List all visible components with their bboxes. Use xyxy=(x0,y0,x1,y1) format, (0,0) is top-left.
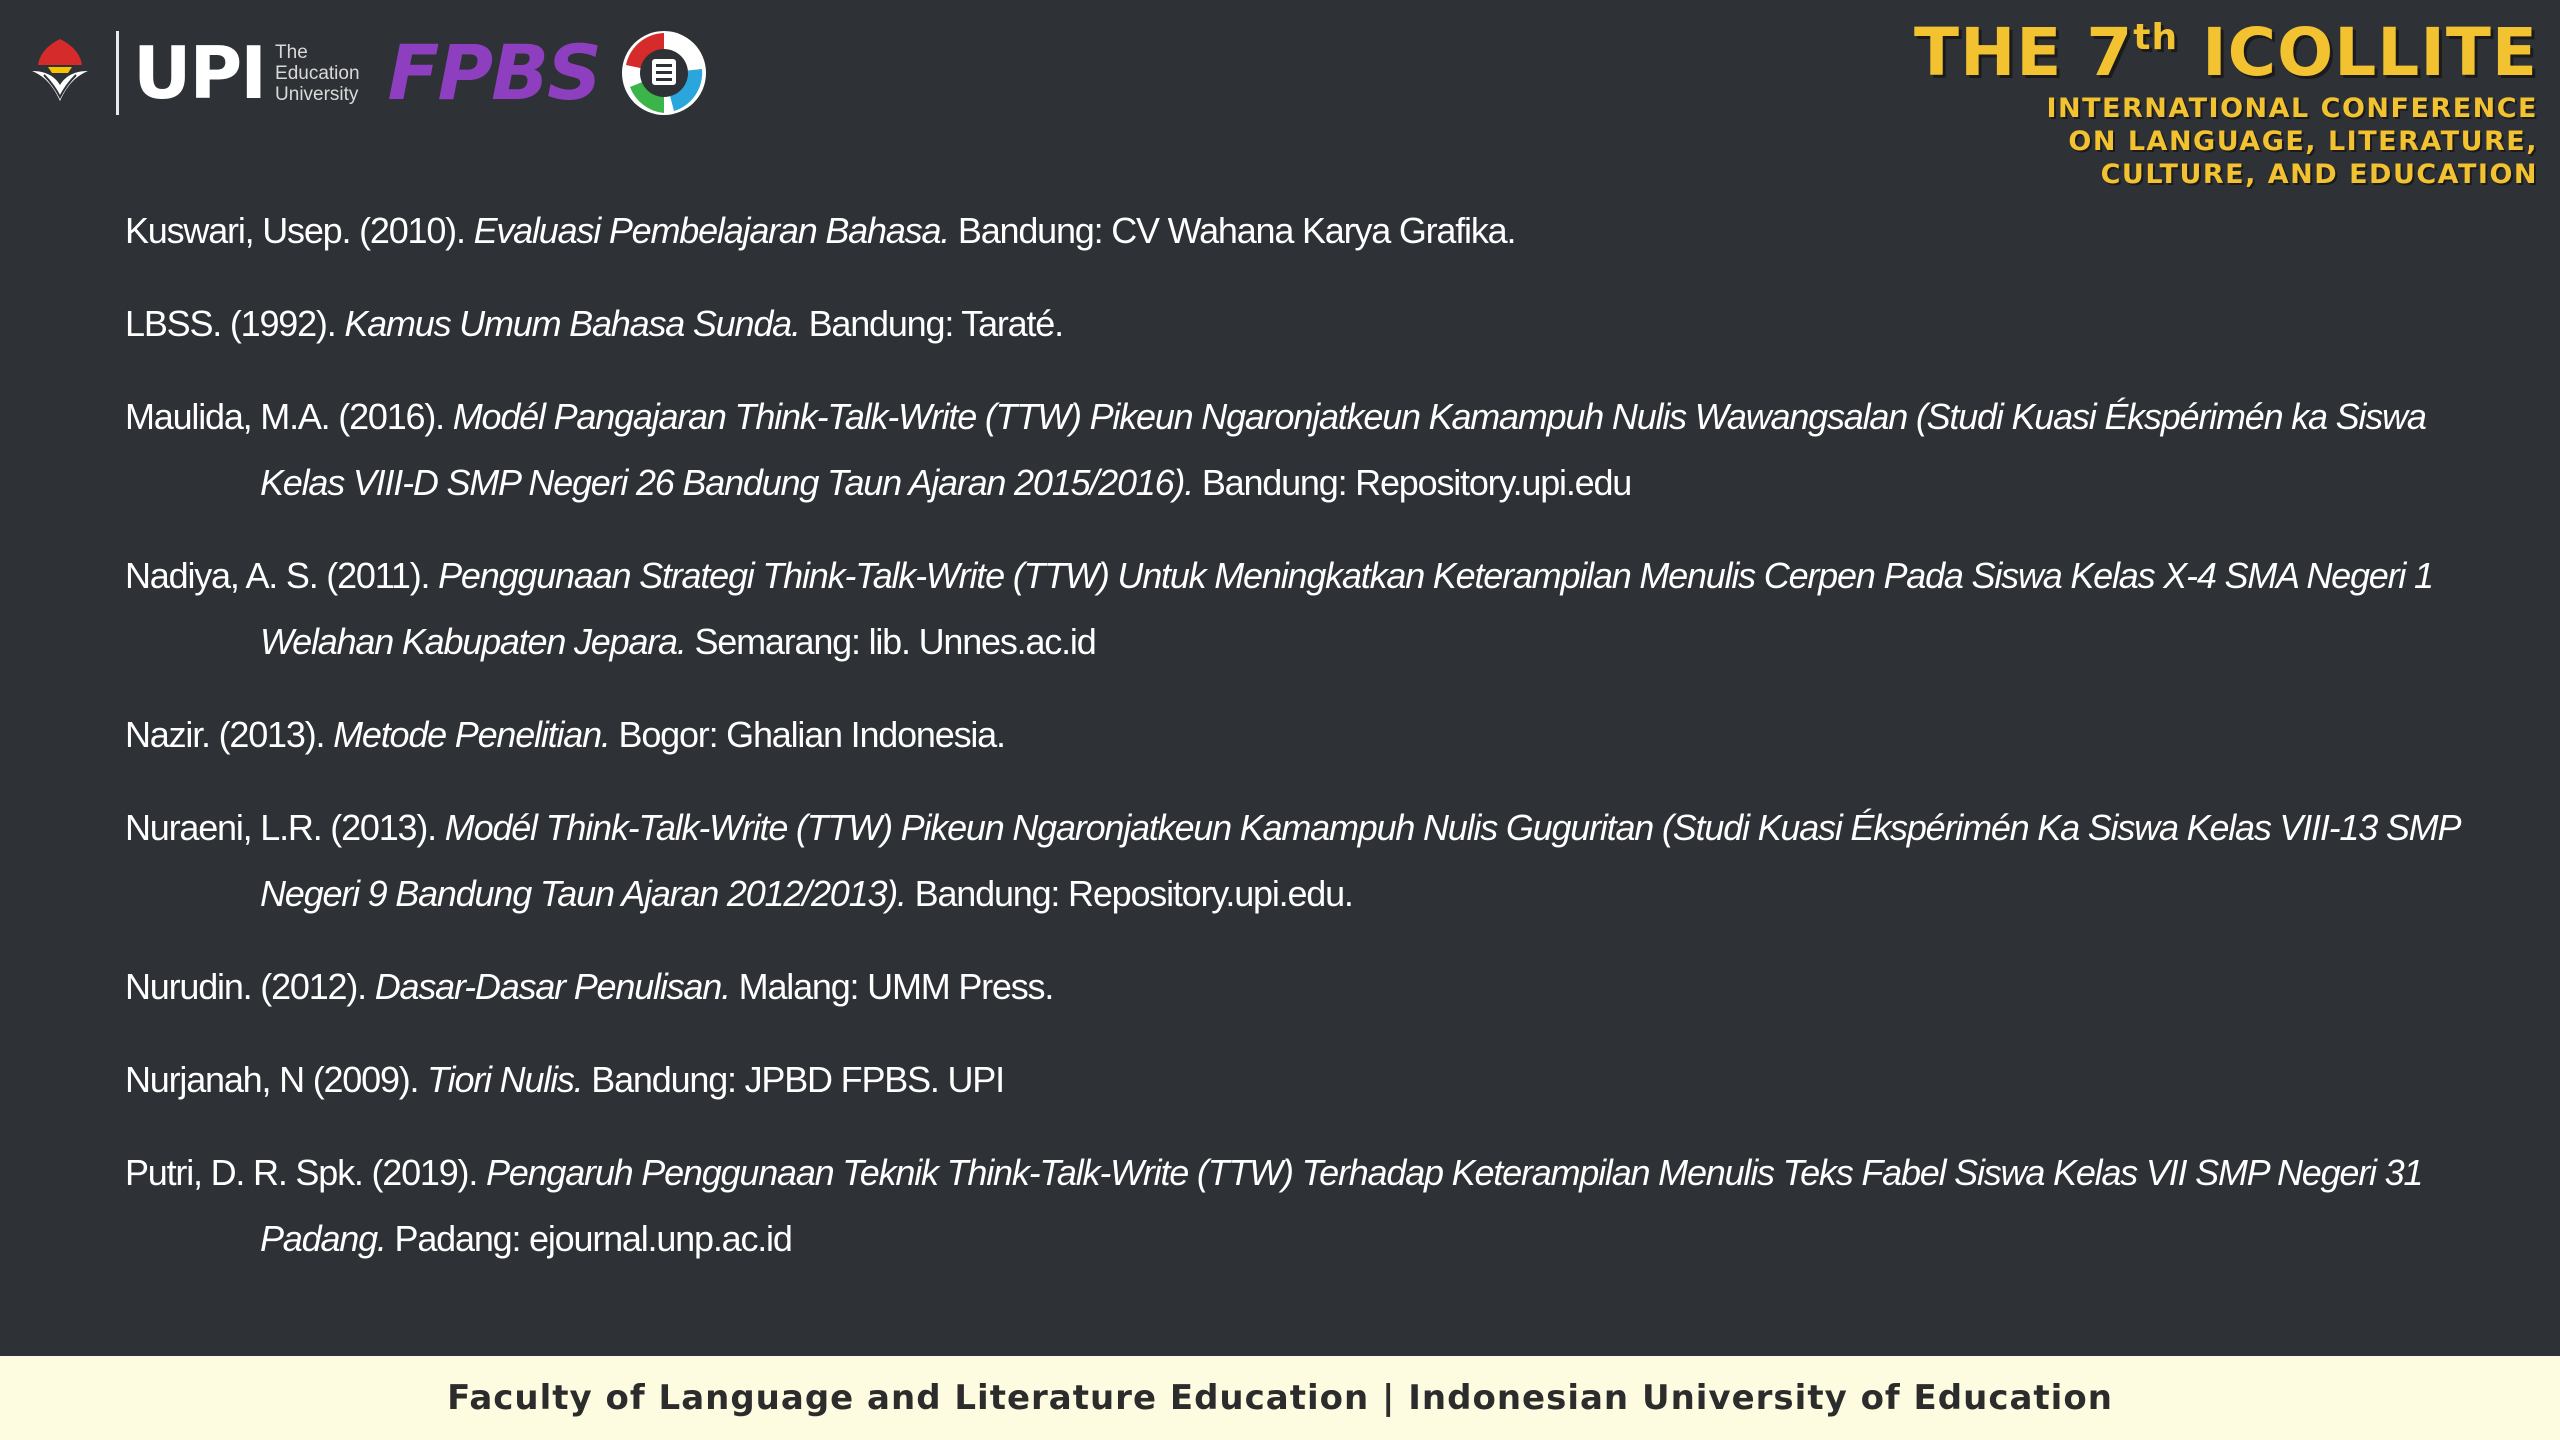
reference-publisher: Bandung: JPBD FPBS. UPI xyxy=(582,1059,1004,1100)
upi-subtitle xyxy=(275,42,360,105)
reference-entry xyxy=(125,1047,2515,1113)
reference-title: Modél Think-Talk-Write (TTW) Pikeun Ngaronjatkeun Kamampuh Nulis Guguritan (Studi Kuasi Ékspérimén Ka Siswa Kelas VIII-13 SMP Negeri 9 Bandung Taun Ajaran 2012/2013). xyxy=(260,807,2459,914)
reference-author: Putri, D. R. Spk. (2019). xyxy=(125,1152,486,1193)
upi-emblem-icon xyxy=(18,31,102,115)
reference-entry xyxy=(125,702,2515,768)
reference-publisher: Bandung: Taraté. xyxy=(799,303,1063,344)
reference-author: Nadiya, A. S. (2011). xyxy=(125,555,439,596)
reference-title: Kamus Umum Bahasa Sunda. xyxy=(344,303,800,344)
reference-title: Dasar-Dasar Penulisan. xyxy=(374,966,730,1007)
reference-publisher: Malang: UMM Press. xyxy=(729,966,1054,1007)
reference-entry xyxy=(125,198,2515,264)
reference-author: LBSS. (1992). xyxy=(125,303,345,344)
footer-text: Faculty of Language and Literature Education | Indonesian University of Education xyxy=(447,1378,2113,1418)
conference-badge xyxy=(1914,14,2538,191)
reference-title: Tiori Nulis. xyxy=(427,1059,583,1100)
conference-title-superscript: th xyxy=(2133,17,2179,58)
reference-author: Maulida, M.A. (2016). xyxy=(125,396,453,437)
reference-entry xyxy=(125,1140,2515,1272)
reference-entry xyxy=(125,795,2515,927)
reference-list xyxy=(125,198,2515,1299)
reference-publisher: Semarang: lib. Unnes.ac.id xyxy=(685,621,1096,662)
header-logo-bar xyxy=(18,18,708,128)
reference-title: Metode Penelitian. xyxy=(333,714,610,755)
reference-author: Nazir. (2013). xyxy=(125,714,334,755)
reference-author: Nuraeni, L.R. (2013). xyxy=(125,807,445,848)
reference-title: Penggunaan Strategi Think-Talk-Write (TTW) Untuk Meningkatkan Keterampilan Menulis Cerpen Pada Siswa Kelas X-4 SMA Negeri 1 Welahan Kabupaten Jepara. xyxy=(260,555,2433,662)
upi-subtitle-line: The xyxy=(275,41,308,63)
conference-subtitle-line-3: CULTURE, AND EDUCATION xyxy=(2100,159,2538,190)
conference-title-suffix: ICOLLITE xyxy=(2178,14,2538,91)
reference-entry xyxy=(125,291,2515,357)
fpbs-emblem-icon xyxy=(620,29,708,117)
reference-entry xyxy=(125,543,2515,675)
reference-author: Kuswari, Usep. (2010). xyxy=(125,210,474,251)
reference-author: Nurjanah, N (2009). xyxy=(125,1059,428,1100)
reference-publisher: Bandung: Repository.upi.edu xyxy=(1193,462,1632,503)
upi-subtitle-line: University xyxy=(275,83,359,105)
reference-title: Pengaruh Penggunaan Teknik Think-Talk-Write (TTW) Terhadap Keterampilan Menulis Teks Fabel Siswa Kelas VII SMP Negeri 31 Padang. xyxy=(260,1152,2423,1259)
reference-entry xyxy=(125,954,2515,1020)
conference-title-prefix: THE 7 xyxy=(1914,14,2134,91)
upi-subtitle-line: Education xyxy=(275,62,360,84)
reference-publisher: Bandung: Repository.upi.edu. xyxy=(905,873,1353,914)
reference-publisher: Bandung: CV Wahana Karya Grafika. xyxy=(949,210,1516,251)
reference-title: Evaluasi Pembelajaran Bahasa. xyxy=(473,210,950,251)
conference-subtitle-line-2: ON LANGUAGE, LITERATURE, xyxy=(2068,126,2538,157)
conference-subtitle-line-1: INTERNATIONAL CONFERENCE xyxy=(2046,93,2538,124)
reference-entry xyxy=(125,384,2515,516)
logo-divider xyxy=(116,31,119,115)
reference-publisher: Bogor: Ghalian Indonesia. xyxy=(609,714,1005,755)
reference-title: Modél Pangajaran Think-Talk-Write (TTW) Pikeun Ngaronjatkeun Kamampuh Nulis Wawangsalan (Studi Kuasi Ékspérimén ka Siswa Kelas VIII-D SMP Negeri 26 Bandung Taun Ajaran 2015/2016). xyxy=(260,396,2426,503)
conference-title xyxy=(1914,14,2538,92)
upi-wordmark: UPI xyxy=(133,31,266,115)
fpbs-wordmark: FPBS xyxy=(387,28,600,117)
reference-author: Nurudin. (2012). xyxy=(125,966,375,1007)
footer-bar xyxy=(0,1356,2560,1440)
reference-publisher: Padang: ejournal.unp.ac.id xyxy=(385,1218,792,1259)
